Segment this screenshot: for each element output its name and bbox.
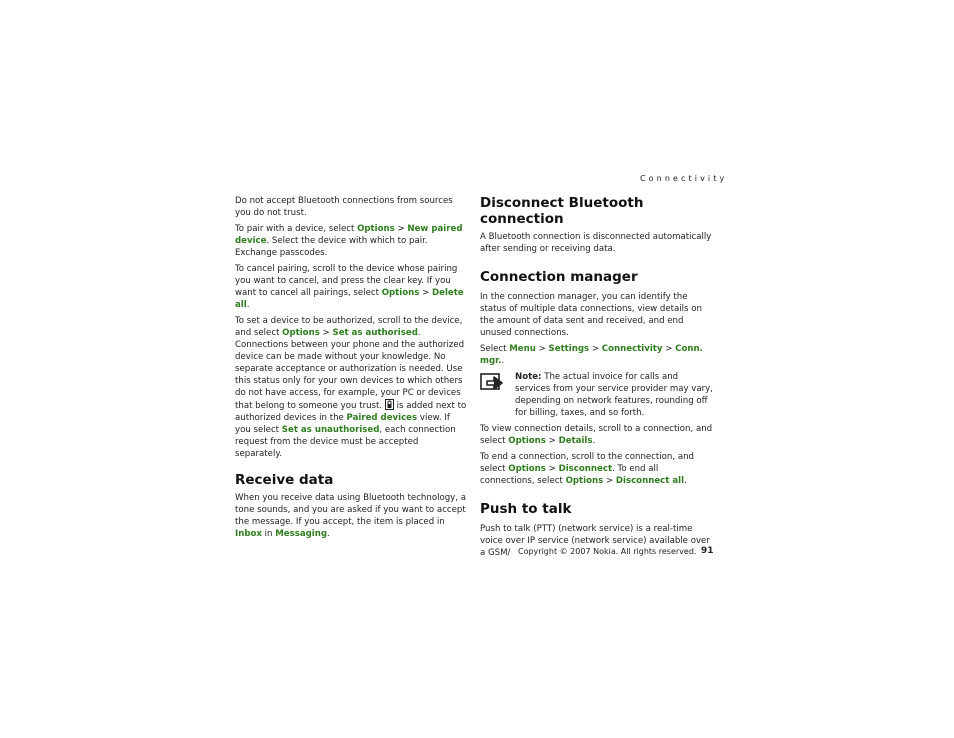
- menu-paired-devices: Paired devices: [346, 413, 418, 423]
- menu-delete-all: Delete all: [235, 288, 464, 310]
- menu-options: Options: [565, 476, 604, 486]
- menu-options: Options: [508, 464, 546, 474]
- menu-inbox: Inbox: [235, 529, 262, 539]
- menu-options: Options: [381, 288, 420, 298]
- page-number: 91: [701, 546, 714, 556]
- end-connection-instructions: [480, 451, 714, 487]
- trust-warning: Do not accept Bluetooth connections from sources you do not trust.: [235, 196, 453, 218]
- text: .: [684, 476, 687, 486]
- text: . Connections between your phone and the authorized device can be made without your knowledge. No separate acceptance or authorization is needed. Use this status only for your own devices to which others do not have access, for example, your PC or devices that belong to someone you trust.: [235, 328, 465, 411]
- separator: >: [419, 288, 433, 298]
- text: To set a device to be authorized, scroll to the device, and select: [235, 316, 463, 338]
- text: To view connection details, scroll to a connection, and select: [480, 424, 713, 446]
- menu-conn-mgr: Conn. mgr.: [480, 344, 703, 366]
- menu-options: Options: [282, 328, 320, 338]
- separator: >: [535, 344, 549, 354]
- authorize-instructions: [235, 315, 467, 460]
- text: To cancel pairing, scroll to the device whose pairing you want to cancel, and press the clear key. If you want to cancel all pairings, select: [235, 264, 458, 298]
- menu-connectivity: Connectivity: [601, 344, 663, 354]
- connection-manager-intro: In the connection manager, you can identify the status of multiple data connections, view details on the amount of data sent and received, and end unused connections.: [480, 292, 702, 338]
- copyright-footer: Copyright © 2007 Nokia. All rights reserved.: [518, 547, 697, 556]
- separator: >: [545, 436, 559, 446]
- note-text: The actual invoice for calls and services from your service provider may vary, depending on network features, rounding off for billing, taxes, and so forth.: [515, 372, 713, 418]
- heading-push-to-talk: Push to talk: [480, 501, 572, 517]
- separator: >: [319, 328, 333, 338]
- text: .: [501, 356, 505, 366]
- text: .: [592, 436, 596, 446]
- text: To pair with a device, select: [235, 224, 358, 234]
- connection-manager-path: [480, 343, 714, 367]
- separator: >: [603, 476, 616, 486]
- menu-settings: Settings: [548, 344, 590, 354]
- menu-details: Details: [558, 436, 593, 446]
- menu-disconnect-all: Disconnect all: [615, 476, 685, 486]
- menu-disconnect: Disconnect: [558, 464, 613, 474]
- note-block: [480, 371, 714, 419]
- text: is added next to authorized devices in the: [235, 401, 467, 423]
- view-details-instructions: [480, 423, 714, 447]
- heading-disconnect-bluetooth: Disconnect Bluetooth connection: [480, 195, 644, 227]
- left-column: [235, 195, 467, 544]
- heading-connection-manager: Connection manager: [480, 269, 638, 285]
- text: . Select the device with which to pair. Exchange passcodes.: [235, 236, 428, 258]
- menu-set-as-unauthorised: Set as unauthorised: [281, 425, 380, 435]
- separator: >: [545, 464, 559, 474]
- text: . To end all connections, select: [480, 464, 659, 486]
- menu-new-paired-device: New paired device: [235, 224, 463, 246]
- text: .: [246, 300, 250, 310]
- text: , each connection request from the device must be accepted separately.: [235, 425, 456, 459]
- text: Select: [480, 344, 510, 354]
- pair-instructions: [235, 223, 467, 259]
- note-label: Note:: [515, 372, 542, 382]
- right-column: [480, 195, 714, 563]
- text: To end a connection, scroll to the connection, and select: [480, 452, 694, 474]
- separator: >: [589, 344, 602, 354]
- text: .: [327, 529, 330, 539]
- authorised-device-icon: [385, 399, 394, 410]
- disconnect-text: A Bluetooth connection is disconnected automatically after sending or receiving data.: [480, 232, 712, 254]
- push-to-talk-text: Push to talk (PTT) (network service) is a real-time voice over IP service (network service) available over a GSM/: [480, 524, 710, 558]
- menu-messaging: Messaging: [275, 529, 328, 539]
- separator: >: [662, 344, 676, 354]
- note-icon: [480, 372, 508, 392]
- menu-set-as-authorised: Set as authorised: [332, 328, 418, 338]
- menu-options: Options: [508, 436, 546, 446]
- heading-receive-data: Receive data: [235, 472, 334, 488]
- running-header: Connectivity: [640, 174, 728, 183]
- text: view. If you select: [235, 413, 450, 435]
- menu-options: Options: [357, 224, 395, 234]
- text: When you receive data using Bluetooth technology, a tone sounds, and you are asked if you want to accept the message. If you accept, the item is placed in: [235, 493, 466, 527]
- cancel-pairing-instructions: [235, 263, 467, 311]
- text: in: [261, 529, 276, 539]
- separator: >: [394, 224, 408, 234]
- menu-menu: Menu: [509, 344, 536, 354]
- receive-data-text: [235, 492, 467, 540]
